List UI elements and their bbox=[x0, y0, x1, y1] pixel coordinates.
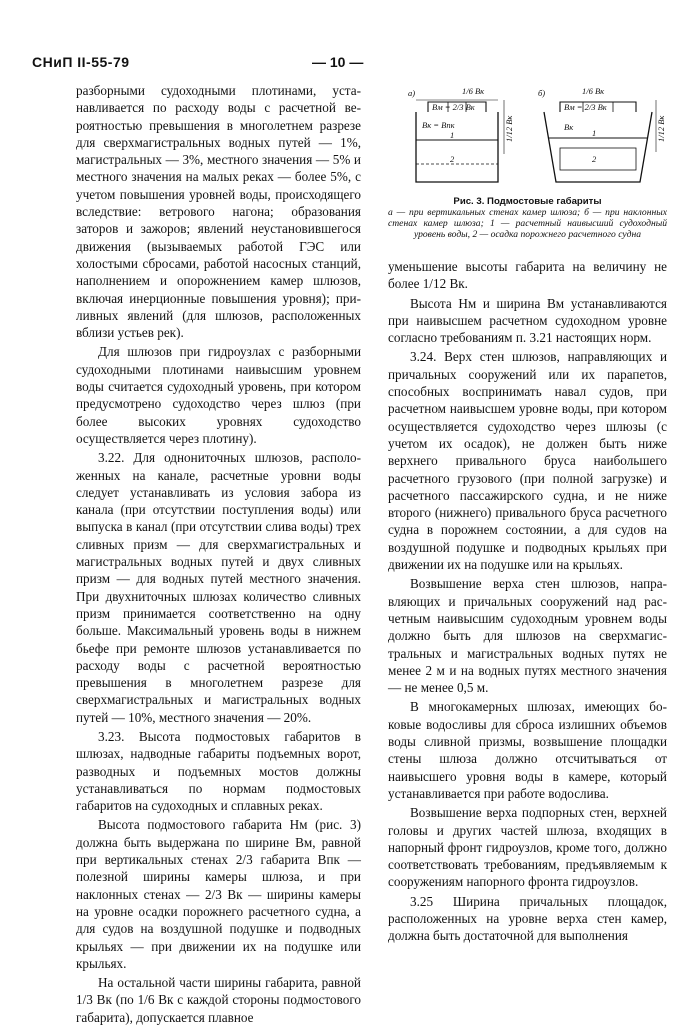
figure-3 bbox=[388, 82, 667, 257]
figure-a-label: а) bbox=[408, 88, 416, 98]
figure-a-side-dim: 1/12 Bк bbox=[504, 115, 514, 142]
paragraph: Возвышение верха стен шлюзов, направляющих и причальных сооружений над расчетным наивысшим судоходным уровнем воды должно быть для шлюзов на сверхмагистральных и магистральных водных путях не менее 2 м и на водных путях местного значения — не менее 0,5 м. bbox=[388, 576, 667, 696]
paragraph: Высота Hм и ширина Bм устанавливаются при наивысшем расчетном судоходном уровне согласно требованиям п. 3.21 настоящих норм. bbox=[388, 295, 667, 346]
figure-caption bbox=[388, 196, 667, 240]
paragraph: разборными судоходными плотинами, устанавливается по расходу воды с расчетной вероятностью превышения в многолетнем разрезе для сверхмагистральных водных путей — 1%, магистральных — 3%, местного значения — 5% и местного значения на малых реках — более 5%, с учетом повышения уровней воды, происходящего вследствие: ветрового нагона; образования заторов и зажоров; явлений неустановившегося движения (вызываемых работой ГЭС или холостыми сбросами, работой насосных станций, наполнением и опорожнением камер шлюзов, включая инерционные повышения уровня); приливных явлений (для шлюзов, расположенных вблизи устьев рек). bbox=[76, 83, 361, 341]
figure-a-marker-1: 1 bbox=[450, 130, 455, 140]
paragraph: 3.23. Высота подмостовых габаритов в шлюзах, надводные габариты подъемных ворот, разводных и подъемных мостов должны устанавливаться по нормам подмостовых габаритов на судоходных и сплавных реках. bbox=[76, 728, 361, 814]
figure-a-bk-label: Bк = Bпк bbox=[422, 120, 455, 130]
paragraph: 3.25 Ширина причальных площадок, расположенных на уровне верха стен камер, должна быть достаточной для выполнения bbox=[388, 893, 667, 944]
figure-description: а — при вертикальных стенах камер шлюза; б — при наклонных стенах камер шлюза; 1 — расчетный наивысший судоходный уровень воды, 2 — осадка порожнего расчетного судна bbox=[388, 207, 667, 240]
figure-b-top-dim: 1/6 Bк bbox=[582, 86, 605, 96]
figure-b-bk-label: Bк bbox=[564, 122, 574, 132]
paragraph: В многокамерных шлюзах, имеющих боковые водосливы для сброса излишних объемов воды сливной призмы, возвышение площадки стены шлюза должно отсчитываться от наивысшего уровня воды в камере, который устанавливается при работе водослива. bbox=[388, 699, 667, 801]
right-column bbox=[388, 258, 667, 947]
document-code: СНиП II-55-79 bbox=[32, 54, 130, 70]
paragraph: На остальной части ширины габарита, равной 1/3 Bк (по 1/6 Bк с каждой стороны подмостового габарита), допускается плавное bbox=[76, 975, 361, 1025]
figure-b-chamber bbox=[544, 112, 652, 182]
figure-title: Рис. 3. Подмостовые габариты bbox=[453, 196, 602, 207]
figure-b-bm-label: Bм = 2/3 Bк bbox=[564, 102, 607, 112]
figure-a-marker-2: 2 bbox=[450, 154, 455, 164]
paragraph: Для шлюзов при гидроузлах с разборными судоходными плотинами наивысшим уровнем воды считается судоходный уровень, при котором предусмотрено судоходство через шлюз (при более высоких уровнях судоходство осуществляется через плотину). bbox=[76, 344, 361, 446]
figure-b-marker-1: 1 bbox=[592, 128, 597, 138]
figure-3-drawing bbox=[388, 82, 667, 194]
page-number: — 10 — bbox=[312, 54, 364, 70]
figure-a-top-dim: 1/6 Bк bbox=[462, 86, 485, 96]
paragraph: Возвышение верха подпорных стен, верхней головы и других частей шлюза, входящих в напорный фронт гидроузлов, кроме того, должно соответствовать требованиям, предъявляемым к сооружениям напорного фронта гидроузлов. bbox=[388, 805, 667, 890]
figure-b-marker-2: 2 bbox=[592, 154, 597, 164]
paragraph: Высота подмостового габарита Hм (рис. 3) должна быть выдержана по ширине Bм, равной при вертикальных стенах 2/3 габарита Bпк — полезной ширины камеры шлюза, и при наклонных стенах — 2/3 Bк — ширины камеры на уровне осадки порожнего расчетного судна, а для судов на воздушной подушке и подводных крыльях — при движении их на подушке или крыльях. bbox=[76, 817, 361, 971]
figure-a-bm-label: Bм = 2/3 Bк bbox=[432, 102, 475, 112]
page-header bbox=[32, 54, 664, 74]
figure-b-side-dim: 1/12 Bк bbox=[656, 115, 666, 142]
left-column bbox=[76, 82, 361, 1028]
figure-b-vessel bbox=[560, 148, 636, 170]
paragraph: 3.22. Для однониточных шлюзов, расположенных на канале, расчетные уровни воды следует устанавливать из условия забора из канала (при отсутствии поступления воды) или выпуска в канал (при отсутствии слива воды) трех сливных призм — для сверхмагистральных и магистральных водных путей и двух сливных призм — для водных путей местного значения. При двухниточных шлюзах количество сливных призм принимается соответственно на одну больше. Максимальный уровень воды в нижнем бьефе при ремонте шлюзов устанавливается по расходу воды с расчетной вероятностью превышения в многолетнем разрезе для сверхмагистральных и магистральных водных путей — 10%, местного значения — 20%. bbox=[76, 450, 361, 725]
figure-b-label: б) bbox=[538, 88, 546, 98]
paragraph: 3.24. Верх стен шлюзов, направляющих и причальных сооружений или их парапетов, способных воспринимать навал судов, при расчетном наивысшем уровне воды, при котором осуществляется судоходство через шлюзы (с учетом их осадок), не должен быть ниже верхнего привального бруса наибольшего расчетного грузового (при полной загрузке) и расчетного пассажирского судна, и не ниже второго (нижнего) привального бруса расчетного судна в порожнем состоянии, а для судов на воздушной подушке и подводных крыльях при движении их на подушке или на крыльях. bbox=[388, 349, 667, 573]
paragraph: уменьшение высоты габарита на величину не более 1/12 Bк. bbox=[388, 259, 667, 292]
